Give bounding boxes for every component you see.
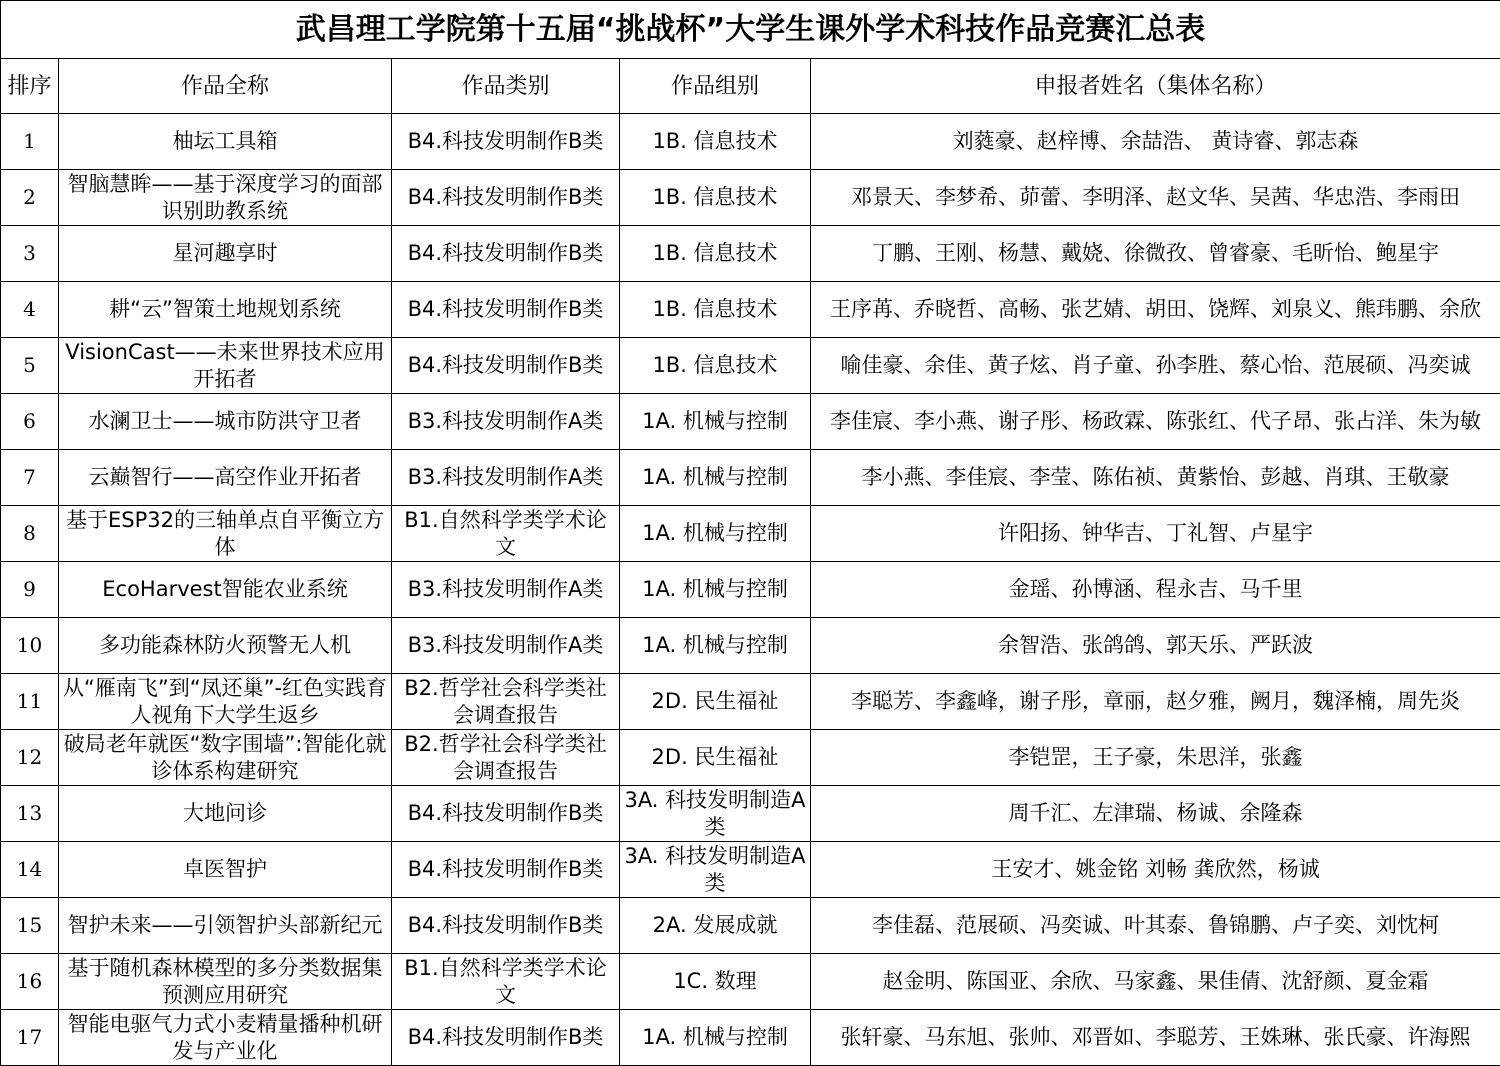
cell-group [620,226,811,282]
table-row [1,282,1500,338]
cell-group [620,842,811,898]
cell-category-text: B3.科技发明制作A类 [407,465,604,489]
cell-group-text: 1A. 机械与控制 [642,1025,788,1049]
cell-group-text: 2D. 民生福祉 [651,689,779,713]
header-index: 排序 [1,59,59,114]
cell-work-name [59,730,392,786]
cell-index-text: 4 [23,297,36,321]
cell-work-name-text: 基于ESP32的三轴单点自平衡立方体 [66,507,384,559]
cell-work-name [59,954,392,1010]
cell-category [392,338,620,394]
cell-index [1,786,59,842]
cell-index-text: 16 [16,969,43,993]
cell-group-text: 1B. 信息技术 [652,353,778,377]
cell-index-text: 8 [23,521,36,545]
cell-group-text: 1A. 机械与控制 [642,577,788,601]
cell-applicants [811,618,1500,674]
cell-category-text: B4.科技发明制作B类 [407,297,604,321]
cell-category-text: B4.科技发明制作B类 [407,241,604,265]
cell-index-text: 13 [16,801,43,825]
cell-index [1,562,59,618]
table-row [1,394,1500,450]
table-row [1,450,1500,506]
cell-index-text: 17 [16,1025,43,1049]
cell-index-text: 3 [23,241,36,265]
cell-group-text: 3A. 科技发明制造A类 [624,843,806,895]
cell-index [1,338,59,394]
cell-group-text: 3A. 科技发明制造A类 [624,787,806,839]
cell-applicants-text: 周千汇、左津瑞、杨诚、余隆森 [1008,801,1303,825]
cell-work-name [59,786,392,842]
cell-work-name-text: 耕“云”智策土地规划系统 [109,297,341,321]
header-row [1,59,1500,114]
cell-category [392,898,620,954]
cell-work-name-text: 破局老年就医“数字围墙”:智能化就诊体系构建研究 [63,731,387,783]
cell-category-text: B3.科技发明制作A类 [407,409,604,433]
cell-applicants [811,394,1500,450]
cell-category-text: B4.科技发明制作B类 [407,913,604,937]
cell-category [392,226,620,282]
cell-work-name [59,898,392,954]
cell-group [620,338,811,394]
cell-group [620,170,811,226]
title-row [1,1,1500,59]
cell-group-text: 1A. 机械与控制 [642,521,788,545]
cell-category-text: B4.科技发明制作B类 [407,857,604,881]
cell-index [1,618,59,674]
cell-group [620,730,811,786]
cell-group-text: 1B. 信息技术 [652,129,778,153]
cell-index-text: 15 [16,913,43,937]
cell-work-name [59,618,392,674]
table-row [1,674,1500,730]
cell-category [392,394,620,450]
cell-work-name [59,114,392,170]
cell-index [1,114,59,170]
cell-work-name [59,394,392,450]
cell-group-text: 1B. 信息技术 [652,185,778,209]
cell-group [620,954,811,1010]
cell-applicants [811,506,1500,562]
cell-index-text: 2 [23,185,36,209]
cell-work-name [59,170,392,226]
cell-work-name [59,562,392,618]
cell-work-name-text: 智能电驱气力式小麦精量播种机研发与产业化 [67,1011,383,1063]
cell-applicants [811,338,1500,394]
cell-group-text: 1C. 数理 [673,969,757,993]
table-body [1,114,1500,1066]
table-row [1,730,1500,786]
cell-index [1,1010,59,1066]
cell-applicants-text: 张轩豪、马东旭、张帅、邓晋如、李聪芳、王姝琳、张氏豪、许海熙 [840,1025,1471,1049]
sheet-title: 武昌理工学院第十五届“挑战杯”大学生课外学术科技作品竞赛汇总表 [1,1,1500,59]
table-row [1,618,1500,674]
cell-category-text: B4.科技发明制作B类 [407,801,604,825]
cell-index [1,506,59,562]
cell-category-text: B4.科技发明制作B类 [407,185,604,209]
cell-category [392,506,620,562]
cell-group [620,618,811,674]
cell-group [620,674,811,730]
cell-applicants [811,954,1500,1010]
cell-applicants [811,842,1500,898]
cell-category [392,450,620,506]
header-name: 作品全称 [59,59,392,114]
cell-applicants-text: 许阳扬、钟华吉、丁礼智、卢星宇 [998,521,1314,545]
cell-index [1,394,59,450]
cell-category-text: B4.科技发明制作B类 [407,1025,604,1049]
cell-group-text: 1B. 信息技术 [652,241,778,265]
cell-applicants [811,562,1500,618]
cell-work-name-text: 智脑慧眸——基于深度学习的面部识别助教系统 [67,171,383,223]
cell-group [620,394,811,450]
cell-applicants [811,114,1500,170]
cell-work-name-text: 从“雁南飞”到“凤还巢”-红色实践育人视角下大学生返乡 [62,675,388,727]
cell-work-name-text: 水澜卫士——城市防洪守卫者 [88,409,362,433]
cell-group-text: 2A. 发展成就 [652,913,778,937]
cell-index-text: 12 [16,745,43,769]
cell-work-name-text: 智护未来——引领智护头部新纪元 [67,913,383,937]
cell-category [392,730,620,786]
cell-work-name [59,1010,392,1066]
cell-index [1,954,59,1010]
cell-applicants [811,898,1500,954]
cell-group [620,282,811,338]
cell-index [1,170,59,226]
cell-index [1,226,59,282]
cell-applicants-text: 李聪芳、李鑫峰，谢子彤，章丽，赵夕雅，阙月，魏泽楠，周先炎 [851,689,1461,713]
cell-applicants [811,730,1500,786]
table-row [1,114,1500,170]
cell-category-text: B3.科技发明制作A类 [407,633,604,657]
cell-applicants-text: 李佳宸、李小燕、谢子彤、杨政霖、陈张红、代子昂、张占洋、朱为敏 [830,409,1482,433]
cell-work-name [59,674,392,730]
table-row [1,338,1500,394]
cell-category-text: B2.哲学社会科学类社会调查报告 [404,731,607,783]
cell-category [392,282,620,338]
cell-work-name-text: 星河趣享时 [172,241,278,265]
header-group: 作品组别 [620,59,811,114]
cell-index-text: 1 [23,129,36,153]
table-row [1,226,1500,282]
cell-work-name [59,338,392,394]
cell-applicants [811,674,1500,730]
cell-category [392,786,620,842]
cell-category [392,170,620,226]
cell-applicants [811,170,1500,226]
cell-index [1,674,59,730]
cell-index-text: 9 [23,577,36,601]
cell-category-text: B4.科技发明制作B类 [407,129,604,153]
cell-group [620,114,811,170]
cell-index-text: 14 [16,857,43,881]
cell-work-name [59,226,392,282]
cell-applicants [811,282,1500,338]
cell-category [392,954,620,1010]
cell-applicants-text: 邓景天、李梦希、茆蕾、李明泽、赵文华、吴茜、华忠浩、李雨田 [851,185,1461,209]
cell-category [392,618,620,674]
cell-group [620,506,811,562]
cell-index [1,282,59,338]
cell-category [392,674,620,730]
cell-applicants-text: 王序苒、乔晓哲、高畅、张艺婧、胡田、饶辉、刘泉义、熊玮鹏、余欣 [830,297,1482,321]
cell-index [1,730,59,786]
cell-group [620,898,811,954]
cell-applicants-text: 王安才、姚金铭 刘畅 龚欣然，杨诚 [991,857,1320,881]
cell-work-name [59,450,392,506]
cell-applicants [811,226,1500,282]
cell-work-name-text: 大地问诊 [183,801,267,825]
cell-work-name [59,842,392,898]
cell-work-name [59,282,392,338]
table-row [1,170,1500,226]
cell-work-name-text: 柚坛工具箱 [172,129,278,153]
cell-category-text: B1.自然科学类学术论文 [404,955,607,1007]
cell-work-name-text: VisionCast——未来世界技术应用开拓者 [65,339,385,391]
cell-index-text: 7 [23,465,36,489]
cell-applicants-text: 刘蕤豪、赵梓博、余喆浩、 黄诗睿、郭志森 [952,129,1359,153]
cell-applicants-text: 余智浩、张鸽鸽、郭天乐、严跃波 [998,633,1314,657]
cell-applicants-text: 赵金明、陈国亚、余欣、马家鑫、果佳倩、沈舒颜、夏金霜 [882,969,1429,993]
cell-applicants-text: 李小燕、李佳宸、李莹、陈佑祯、黄紫怡、彭越、肖琪、王敬豪 [861,465,1450,489]
cell-applicants [811,1010,1500,1066]
cell-applicants-text: 丁鹏、王刚、杨慧、戴娆、徐微孜、曾睿豪、毛昕怡、鲍星宇 [872,241,1440,265]
table-row [1,898,1500,954]
cell-applicants-text: 喻佳豪、余佳、黄子炫、肖子童、孙李胜、蔡心怡、范展硕、冯奕诚 [840,353,1471,377]
cell-index-text: 11 [16,689,43,713]
table-row [1,506,1500,562]
table-row [1,1010,1500,1066]
cell-work-name-text: 多功能森林防火预警无人机 [99,633,351,657]
table-row [1,842,1500,898]
cell-applicants [811,786,1500,842]
cell-group [620,562,811,618]
cell-group-text: 1A. 机械与控制 [642,465,788,489]
cell-index-text: 5 [23,353,36,377]
cell-category-text: B3.科技发明制作A类 [407,577,604,601]
cell-applicants-text: 李佳磊、范展硕、冯奕诚、叶其泰、鲁锦鹏、卢子奕、刘忱柯 [872,913,1440,937]
cell-group-text: 1A. 机械与控制 [642,633,788,657]
cell-work-name [59,506,392,562]
cell-work-name-text: 卓医智护 [183,857,267,881]
cell-work-name-text: 基于随机森林模型的多分类数据集预测应用研究 [67,955,383,1007]
cell-group-text: 1B. 信息技术 [652,297,778,321]
cell-index [1,898,59,954]
cell-category [392,114,620,170]
cell-work-name-text: EcoHarvest智能农业系统 [102,577,348,601]
header-category: 作品类别 [392,59,620,114]
table-row [1,786,1500,842]
cell-group [620,450,811,506]
cell-group-text: 1A. 机械与控制 [642,409,788,433]
cell-category-text: B4.科技发明制作B类 [407,353,604,377]
cell-index [1,450,59,506]
cell-category-text: B1.自然科学类学术论文 [404,507,607,559]
cell-index-text: 10 [16,633,43,657]
cell-applicants-text: 李铠罡，王子豪，朱思洋，张鑫 [1008,745,1303,769]
header-applicants: 申报者姓名（集体名称） [811,59,1500,114]
cell-index [1,842,59,898]
cell-work-name-text: 云巅智行——高空作业开拓者 [88,465,362,489]
cell-category [392,842,620,898]
cell-group [620,786,811,842]
cell-category [392,1010,620,1066]
cell-category [392,562,620,618]
cell-group [620,1010,811,1066]
cell-category-text: B2.哲学社会科学类社会调查报告 [404,675,607,727]
cell-group-text: 2D. 民生福祉 [651,745,779,769]
table-row [1,954,1500,1010]
cell-applicants [811,450,1500,506]
cell-index-text: 6 [23,409,36,433]
table-row [1,562,1500,618]
cell-applicants-text: 金瑶、孙博涵、程永吉、马千里 [1008,577,1303,601]
